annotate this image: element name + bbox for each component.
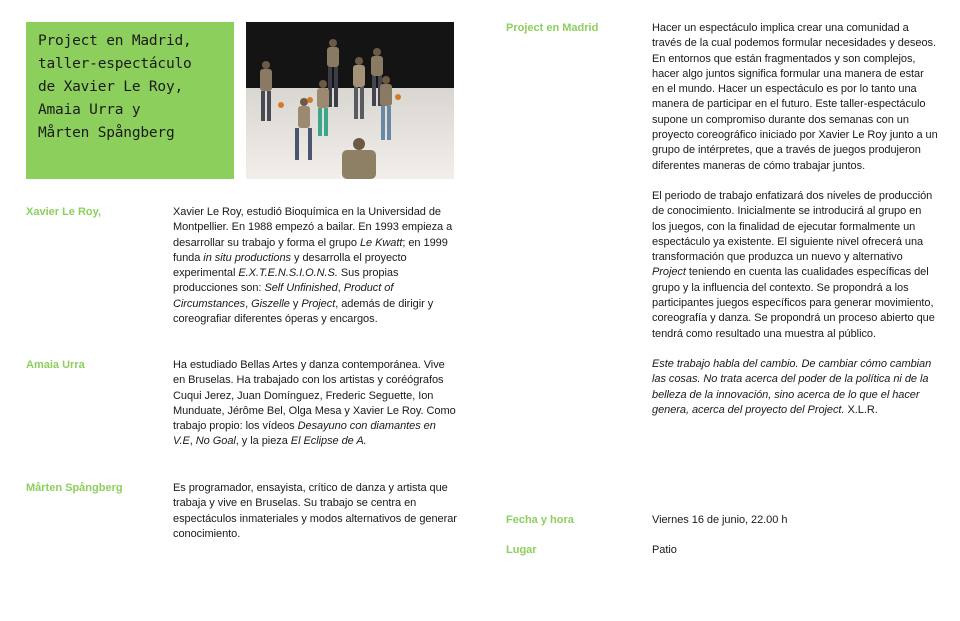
label-lugar: Lugar xyxy=(506,544,537,556)
label-fecha: Fecha y hora xyxy=(506,514,574,526)
italic-text: Le Kwatt xyxy=(359,236,403,249)
italic-text: Product of Circumstances xyxy=(173,282,394,310)
italic-text: Project xyxy=(652,266,686,279)
title-line: de Xavier Le Roy, xyxy=(38,79,184,95)
text-segment: , xyxy=(337,282,344,295)
lugar-value: Patio xyxy=(652,544,677,556)
label-marten: Mårten Spångberg xyxy=(26,482,123,494)
italic-text: Project xyxy=(301,297,336,310)
event-title xyxy=(38,30,224,145)
text-segment: , y la pieza xyxy=(235,435,291,448)
text-segment: Sus propias producciones son: xyxy=(173,267,399,295)
text-segment: , xyxy=(245,297,252,310)
dancers-photo-icon xyxy=(246,22,454,179)
italic-text: in situ productions xyxy=(203,251,292,264)
text-segment: Xavier Le Roy, estudió Bioquímica en la Universidad de Montpellier. En 1988 empezó a bailar. En 1993 empieza a desarrollar su trabajo y forma el grupo xyxy=(173,206,453,249)
project-description xyxy=(652,21,938,418)
project-paragraph-1 xyxy=(652,21,938,174)
title-line: Project en Madrid, xyxy=(38,33,192,49)
text-segment: Es programador, ensayista, crítico de danza y artista que trabaja y vive en Bruselas. Su trabajo se centra en espectáculos inmateriales y modos alternativos de generar conocimiento. xyxy=(173,482,457,540)
text-segment: , xyxy=(189,435,196,448)
text-segment: , además de dirigir y coreografiar diferentes óperas y encargos. xyxy=(173,297,434,326)
fecha-value: Viernes 16 de junio, 22.00 h xyxy=(652,514,788,526)
text-segment: X.L.R. xyxy=(844,403,878,416)
italic-text: E.X.T.E.N.S.I.O.N.S. xyxy=(238,267,338,280)
text-segment: teniendo en cuenta las cualidades específicas del grupo y la influencia del contexto. Se propondrá a los participantes juegos específicos para generar movimiento, coreografía y danza. Se propondrá un proceso abierto que tendrá como resultado una muestra al público. xyxy=(652,266,935,340)
text-segment: y xyxy=(289,297,302,310)
text-segment: Ha estudiado Bellas Artes y danza contemporánea. Vive en Bruselas. Ha trabajado con los artistas y coréógrafos Cuqui Jerez, Juan Domínguez, Frederic Seguette, Ion Munduate, Jérôme Bel, Olga Mesa y Xavier Le Roy. Como trabajo propio: los vídeos xyxy=(173,359,456,433)
text-segment: Hacer un espectáculo implica crear una comunidad a través de la cual podemos formular necesidades y deseos. En entornos que están fragmentados y son complejos, hacer algo juntos significa formular una manera de estar en el mundo. Hacer un espectáculo es por lo tanto una manera de participar en el futuro. Este taller-espectáculo supone un compromiso durante dos semanas con un proyecto coreográfico iniciado por Xavier Le Roy junto a un grupo de intérpretes, que a través de juegos produjeron diferentes maneras de cómo trabajar juntos. xyxy=(652,22,938,172)
text-segment: y desarrolla el proyecto experimental xyxy=(173,251,407,280)
label-project: Project en Madrid xyxy=(506,22,599,34)
project-paragraph-3 xyxy=(652,357,938,418)
title-line: Amaia Urra y xyxy=(38,102,141,118)
italic-text: El Eclipse de A. xyxy=(290,435,367,448)
italic-text: Self Unfinished xyxy=(264,282,338,295)
text-segment: El periodo de trabajo enfatizará dos niveles de producción de conocimiento. Inicialmente se introducirá al grupo en los juegos, con la finalidad de ejecutar formalmente un espectáculo ya existente. El siguiente nivel ofrecerá una transformación que produzca un nuevo y alternativo xyxy=(652,189,933,264)
bio-xavier xyxy=(173,205,458,327)
italic-text: Giszelle xyxy=(251,297,290,310)
label-xavier: Xavier Le Roy, xyxy=(26,206,101,218)
bio-amaia xyxy=(173,358,458,450)
italic-text: Desayuno con diamantes en V.E xyxy=(173,420,436,448)
label-amaia: Amaia Urra xyxy=(26,359,85,371)
bio-marten xyxy=(173,481,458,542)
italic-text: No Goal xyxy=(195,435,236,448)
italic-text: Este trabajo habla del cambio. De cambiar cómo cambian las cosas. No trata acerca del poder de la política ni de la belleza de la innovación, sino acerca de lo que el hacer genera, acerca del proyecto del Project. xyxy=(652,357,932,416)
project-paragraph-2 xyxy=(652,189,938,342)
title-line: Mårten Spångberg xyxy=(38,125,175,141)
title-box xyxy=(26,22,234,179)
title-line: taller-espectáculo xyxy=(38,56,192,72)
text-segment: ; en 1999 funda xyxy=(173,236,448,264)
